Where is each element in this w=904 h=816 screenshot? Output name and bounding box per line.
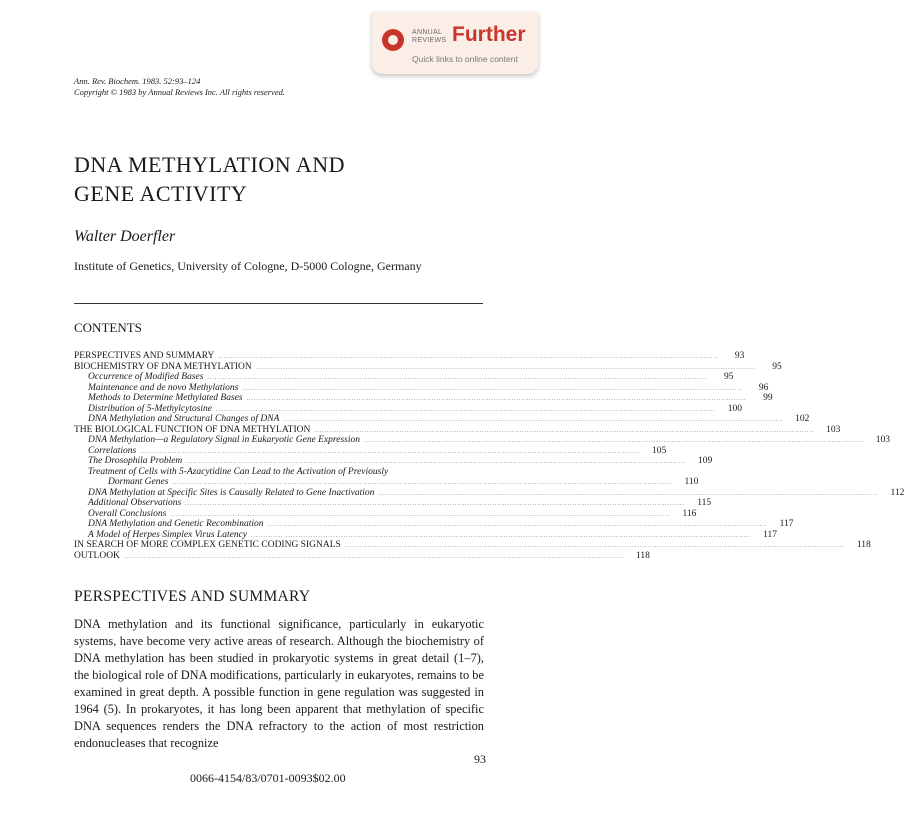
further-badge[interactable]	[372, 12, 538, 74]
toc-entry-label: Correlations	[88, 445, 137, 456]
toc-entry[interactable]	[74, 372, 734, 383]
table-of-contents	[74, 351, 904, 561]
toc-entry[interactable]	[74, 361, 782, 373]
toc-entry-page: 103	[875, 435, 891, 445]
toc-entry-label: BIOCHEMISTRY OF DNA METHYLATION	[74, 361, 252, 372]
toc-leader-dots: ........................................................................................................................................................................................................	[246, 396, 747, 402]
toc-entry-label: Dormant Genes	[108, 477, 169, 487]
toc-entry-page: 103	[826, 424, 841, 435]
toc-entry-page: 109	[698, 456, 713, 466]
toc-entry-label: Maintenance and de novo Methylations	[88, 382, 239, 393]
toc-entry-page: 115	[697, 498, 712, 508]
toc-entry[interactable]	[74, 403, 743, 415]
toc-leader-dots: ........................................................................................................................................................................................................	[170, 511, 671, 518]
toc-leader-dots: ........................................................................................................................................................................................................	[140, 448, 641, 455]
toc-entry-label: Additional Observations	[88, 498, 182, 508]
toc-entry[interactable]	[74, 393, 773, 404]
toc-entry-label: Treatment of Cells with 5-Azacytidine Can Lead to the Activation of Previously	[88, 466, 389, 477]
toc-entry[interactable]	[74, 424, 841, 436]
toc-entry[interactable]	[74, 351, 745, 362]
author: Walter Doerfler	[74, 228, 176, 245]
toc-entry-label: PERSPECTIVES AND SUMMARY	[74, 351, 215, 361]
toc-entry-page: 102	[795, 414, 810, 424]
toc-entry-label: Occurrence of Modified Bases	[88, 372, 204, 382]
toc-entry-label: The Drosophila Problem	[88, 456, 183, 466]
toc-entry[interactable]	[74, 414, 810, 425]
toc-entry-page: 112	[890, 487, 904, 498]
contents-heading: CONTENTS	[74, 320, 142, 335]
toc-entry-label: DNA Methylation and Genetic Recombination	[88, 519, 264, 529]
annual-reviews-wordmark: ANNUAL REVIEWS	[412, 29, 447, 44]
toc-leader-dots: ........................................................................................................................................................................................................	[172, 480, 673, 486]
page-number: 93	[474, 752, 486, 766]
toc-entry[interactable]	[74, 508, 697, 520]
citation	[74, 76, 285, 98]
toc-leader-dots: ........................................................................................................................................................................................................	[242, 385, 743, 392]
toc-entry-page: 93	[734, 351, 745, 361]
toc-entry-page: 96	[758, 382, 769, 393]
toc-leader-dots: ........................................................................................................................................................................................................	[218, 354, 719, 360]
toc-entry[interactable]	[74, 519, 794, 530]
toc-entry-page: 116	[682, 508, 697, 519]
further-label[interactable]: Further	[452, 23, 526, 46]
toc-entry-label: DNA Methylation and Structural Changes of DNA	[88, 414, 280, 424]
toc-leader-dots: ........................................................................................................................................................................................................	[314, 427, 815, 434]
toc-entry[interactable]	[74, 550, 650, 562]
toc-entry-page: 95	[772, 361, 782, 372]
toc-entry[interactable]	[74, 477, 699, 488]
toc-entry-label: Distribution of 5-Methylcytosine	[88, 403, 213, 414]
toc-entry-page: 110	[684, 477, 699, 487]
toc-entry-label: THE BIOLOGICAL FUNCTION OF DNA METHYLATION	[74, 424, 311, 435]
annual-reviews-logo-icon	[382, 29, 404, 51]
toc-entry-page: 117	[779, 519, 794, 529]
toc-entry[interactable]	[74, 445, 667, 457]
toc-entry-label: A Model of Herpes Simplex Virus Latency	[88, 529, 248, 540]
toc-entry-page: 95	[723, 372, 734, 382]
toc-entry-label: DNA Methylation at Specific Sites is Causally Related to Gene Inactivation	[88, 487, 375, 498]
toc-entry[interactable]	[74, 467, 484, 478]
toc-leader-dots: ........................................................................................................................................................................................................	[186, 459, 687, 465]
toc-entry-page: 100	[727, 403, 743, 414]
toc-entry-page: 105	[651, 445, 667, 456]
toc-leader-dots: ........................................................................................................................................................................................................	[378, 490, 879, 497]
toc-entry-page: 117	[763, 529, 778, 540]
toc-leader-dots: ........................................................................................................................................................................................................	[207, 375, 708, 381]
toc-leader-dots: ........................................................................................................................................................................................................	[267, 522, 768, 528]
quick-links-label[interactable]: Quick links to online content	[412, 54, 518, 64]
toc-entry-page: 99	[763, 393, 773, 403]
toc-entry-label: Overall Conclusions	[88, 508, 167, 519]
toc-entry-page: 118	[856, 540, 871, 550]
divider	[74, 303, 483, 304]
toc-entry-page: 118	[636, 550, 650, 561]
affiliation: Institute of Genetics, University of Cologne, D-5000 Cologne, Germany	[74, 259, 422, 273]
toc-entry-label: OUTLOOK	[74, 550, 120, 561]
footer-code: 0066-4154/83/0701-0093$02.00	[190, 771, 346, 785]
toc-entry[interactable]	[74, 540, 871, 551]
toc-leader-dots: ........................................................................................................................................................................................................	[283, 417, 784, 423]
toc-entry-label: Methods to Determine Methylated Bases	[88, 393, 243, 403]
toc-entry[interactable]	[74, 382, 769, 394]
toc-leader-dots: ........................................................................................................................................................................................................	[255, 364, 756, 371]
body-paragraph: DNA methylation and its functional significance, particularly in eukaryotic systems, have become very active areas of research. Although the biochemistry of DNA methylation has been studied in prokaryotic systems in great detail (1–7), the biological role of DNA modifications, particularly in eukaryotes, remains to be examined in great depth. A possible function in gene regulation was suggested in 1964 (5). In prokaryotes, it has long been apparent that methylation of specific DNA sequences renders the DNA refractory to the action of most restriction endonucleases that recognize	[74, 617, 484, 750]
toc-entry[interactable]	[74, 456, 713, 467]
toc-leader-dots: ........................................................................................................................................................................................................	[251, 532, 752, 539]
toc-leader-dots: ........................................................................................................................................................................................................	[123, 553, 624, 560]
citation-line-2: Copyright © 1983 by Annual Reviews Inc. All rights reserved.	[74, 87, 285, 97]
toc-entry-label: DNA Methylation—a Regulatory Signal in Eukaryotic Gene Expression	[88, 435, 361, 445]
toc-entry[interactable]	[74, 435, 891, 446]
toc-leader-dots: ........................................................................................................................................................................................................	[344, 543, 845, 549]
title-line-2: GENE ACTIVITY	[74, 181, 248, 206]
citation-line-1: Ann. Rev. Biochem. 1983. 52:93–124	[74, 76, 201, 86]
article-title	[74, 150, 345, 208]
title-line-1: DNA METHYLATION AND	[74, 152, 346, 177]
toc-entry-label: IN SEARCH OF MORE COMPLEX GENETIC CODING SIGNALS	[74, 540, 341, 550]
section-heading: PERSPECTIVES AND SUMMARY	[74, 588, 311, 605]
toc-entry[interactable]	[74, 529, 778, 541]
toc-entry[interactable]	[74, 487, 904, 499]
toc-leader-dots: ........................................................................................................................................................................................................	[185, 501, 686, 507]
toc-leader-dots: ........................................................................................................................................................................................................	[216, 406, 717, 413]
toc-leader-dots: ........................................................................................................................................................................................................	[364, 438, 865, 444]
toc-entry[interactable]	[74, 498, 712, 509]
